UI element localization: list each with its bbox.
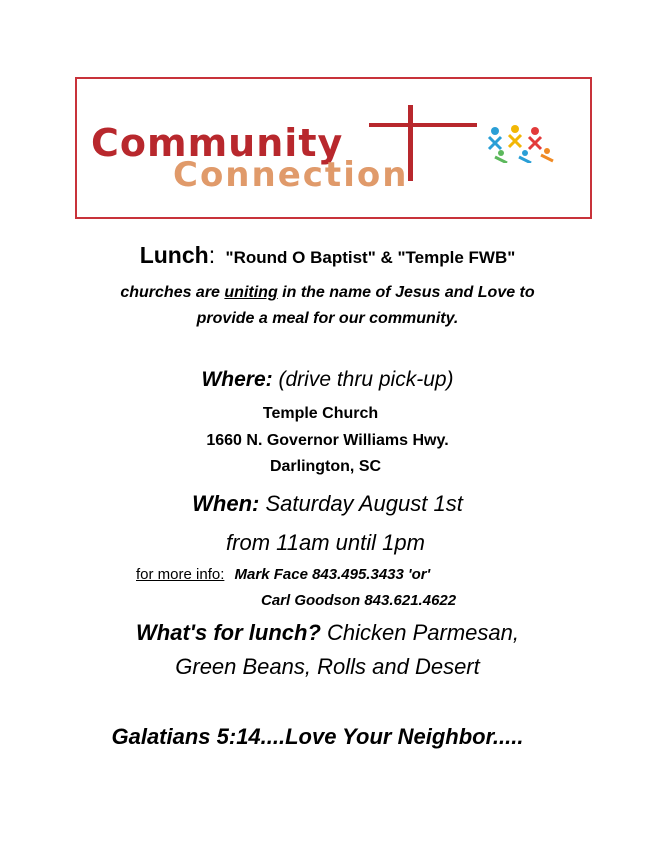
menu-line-2: Green Beans, Rolls and Desert	[175, 654, 480, 679]
lunch-churches: "Round O Baptist" & "Temple FWB"	[225, 248, 516, 267]
address-line-3: Darlington, SC	[269, 458, 382, 475]
cross-icon	[408, 105, 413, 181]
logo-banner	[75, 77, 592, 219]
logo-word-community: Community	[91, 121, 344, 165]
message-line-2: provide a meal for our community.	[196, 310, 459, 327]
menu-line-1: What's for lunch? Chicken Parmesan,	[136, 620, 519, 645]
lunch-label: Lunch:	[139, 242, 216, 268]
verse: Galatians 5:14....Love Your Neighbor.....	[111, 724, 524, 749]
when-line: When: Saturday August 1st	[192, 491, 463, 516]
where-line: Where: (drive thru pick-up)	[201, 368, 454, 391]
logo-word-connection: Connection	[173, 155, 409, 195]
contact-2: Carl Goodson 843.621.4622	[261, 592, 457, 609]
when-time: from 11am until 1pm	[226, 530, 425, 555]
address-line-1: Temple Church	[262, 405, 379, 422]
message-line-1: churches are uniting in the name of Jesus and Love to	[120, 284, 535, 301]
lunch-line	[0, 242, 655, 269]
info-label: for more info:	[136, 566, 225, 583]
address-line-2: 1660 N. Governor Williams Hwy.	[206, 432, 449, 449]
people-icon	[487, 123, 557, 163]
info-line	[136, 566, 430, 583]
cross-bar	[369, 123, 477, 127]
contact-1: Mark Face 843.495.3433 'or'	[234, 566, 431, 583]
